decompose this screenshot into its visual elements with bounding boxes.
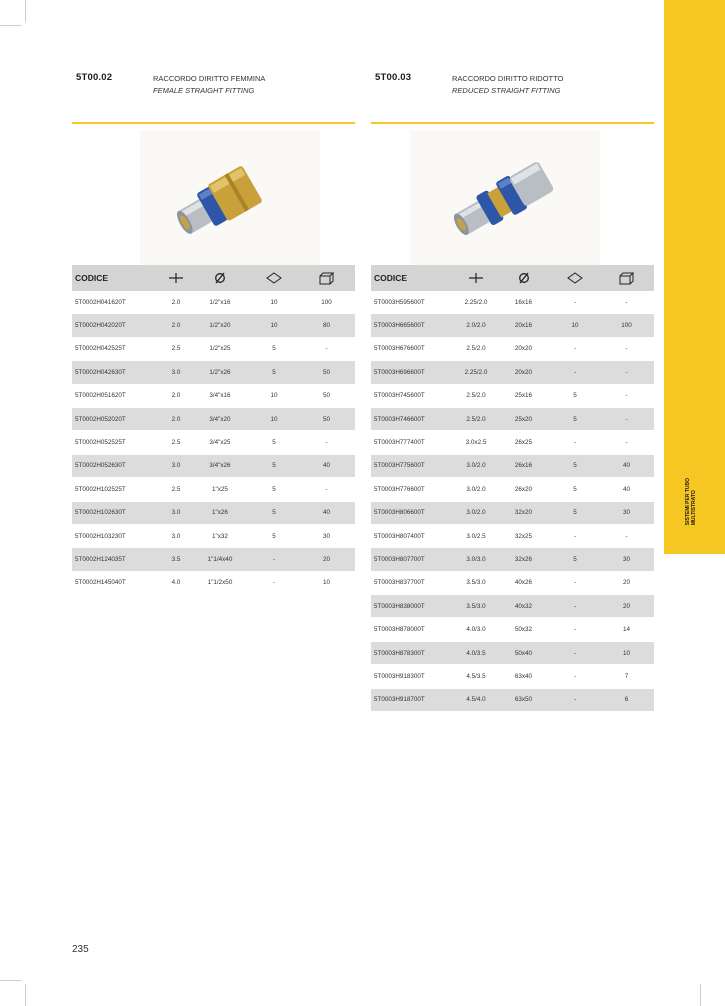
cell-pressure: 2.0 [162, 384, 190, 407]
cell-box-qty: - [551, 688, 599, 711]
cell-box-qty: 5 [250, 454, 298, 477]
cell-code: 5T0003H595600T [371, 291, 456, 314]
column-header-pressure [456, 265, 496, 291]
cell-size: 3/4"x16 [190, 384, 250, 407]
crop-mark [0, 25, 22, 26]
cell-carton-qty: 40 [298, 501, 355, 524]
table-row [371, 641, 654, 664]
cell-box-qty: 5 [551, 501, 599, 524]
product-table-left [72, 265, 355, 595]
title-italian: RACCORDO DIRITTO RIDOTTO [452, 74, 564, 83]
cell-pressure: 4.5/3.5 [456, 665, 496, 688]
table-row [371, 595, 654, 618]
cell-pressure: 2.0 [162, 407, 190, 430]
title-english: REDUCED STRAIGHT FITTING [452, 86, 561, 95]
cell-size: 26x20 [496, 478, 551, 501]
cell-size: 26x16 [496, 454, 551, 477]
pressure-icon [169, 272, 183, 284]
cell-code: 5T0002H052630T [72, 454, 162, 477]
diameter-icon [518, 272, 530, 284]
table-row [371, 571, 654, 594]
cell-box-qty: - [551, 337, 599, 360]
column-header-code: CODICE [371, 265, 456, 291]
cell-carton-qty: 30 [599, 501, 654, 524]
cell-box-qty: 5 [551, 548, 599, 571]
column-header-carton-quantity [298, 265, 355, 291]
cell-box-qty: - [551, 618, 599, 641]
cell-pressure: 3.5/3.0 [456, 571, 496, 594]
cell-size: 40x26 [496, 571, 551, 594]
yellow-divider [72, 122, 355, 124]
cell-pressure: 3.0/2.0 [456, 501, 496, 524]
table-row [72, 571, 355, 594]
cell-box-qty: - [551, 665, 599, 688]
table-row [371, 665, 654, 688]
cell-pressure: 3.0/3.0 [456, 548, 496, 571]
cell-code: 5T0002H042525T [72, 337, 162, 360]
cell-pressure: 3.0 [162, 361, 190, 384]
cell-pressure: 4.0/3.0 [456, 618, 496, 641]
side-tab-label [686, 478, 706, 525]
table-row [371, 688, 654, 711]
cell-code: 5T0003H838000T [371, 595, 456, 618]
cell-box-qty: 5 [551, 478, 599, 501]
cell-carton-qty: 6 [599, 688, 654, 711]
table-header [72, 265, 355, 291]
cell-size: 1"x26 [190, 501, 250, 524]
table-row [371, 524, 654, 547]
cell-pressure: 2.25/2.0 [456, 361, 496, 384]
cell-carton-qty: 7 [599, 665, 654, 688]
column-header-box-quantity [250, 265, 298, 291]
cell-box-qty: 10 [250, 384, 298, 407]
cell-size: 1/2"x16 [190, 291, 250, 314]
table-row [72, 501, 355, 524]
cell-carton-qty: 20 [599, 595, 654, 618]
table-row [371, 501, 654, 524]
cell-box-qty: - [551, 641, 599, 664]
cell-code: 5T0002H051620T [72, 384, 162, 407]
cell-carton-qty: 14 [599, 618, 654, 641]
cell-size: 32x25 [496, 524, 551, 547]
cell-carton-qty: - [599, 431, 654, 454]
cell-box-qty: - [250, 571, 298, 594]
cell-code: 5T0003H777400T [371, 431, 456, 454]
female-fitting-image [140, 130, 320, 265]
cell-box-qty: - [551, 524, 599, 547]
carton-qty-icon [319, 272, 335, 285]
table-row [72, 454, 355, 477]
cell-box-qty: 5 [250, 337, 298, 360]
cell-code: 5T0003H807400T [371, 524, 456, 547]
column-header-carton-quantity [599, 265, 654, 291]
cell-carton-qty: - [298, 478, 355, 501]
cell-box-qty: 5 [551, 407, 599, 430]
cell-box-qty: - [551, 595, 599, 618]
cell-code: 5T0003H696600T [371, 361, 456, 384]
cell-size: 1/2"x26 [190, 361, 250, 384]
cell-code: 5T0003H878300T [371, 641, 456, 664]
cell-size: 1"x25 [190, 478, 250, 501]
table-row [371, 361, 654, 384]
box-qty-icon [266, 272, 282, 284]
cell-carton-qty: 80 [298, 314, 355, 337]
cell-box-qty: 10 [250, 314, 298, 337]
table-row [72, 548, 355, 571]
title-english: FEMALE STRAIGHT FITTING [153, 86, 255, 95]
cell-size: 63x50 [496, 688, 551, 711]
cell-size: 16x16 [496, 291, 551, 314]
cell-code: 5T0003H837700T [371, 571, 456, 594]
column-header-box-quantity [551, 265, 599, 291]
cell-pressure: 2.5/2.0 [456, 407, 496, 430]
cell-carton-qty: 50 [298, 361, 355, 384]
cell-code: 5T0002H052525T [72, 431, 162, 454]
table-row [371, 384, 654, 407]
cell-size: 20x16 [496, 314, 551, 337]
table-row [72, 407, 355, 430]
table-row [371, 548, 654, 571]
cell-carton-qty: 100 [298, 291, 355, 314]
cell-carton-qty: - [298, 431, 355, 454]
cell-size: 3/4"x20 [190, 407, 250, 430]
cell-code: 5T0002H124035T [72, 548, 162, 571]
title-italian: RACCORDO DIRITTO FEMMINA [153, 74, 266, 83]
cell-box-qty: - [250, 548, 298, 571]
cell-pressure: 2.0 [162, 291, 190, 314]
table-row [72, 337, 355, 360]
cell-box-qty: 10 [250, 407, 298, 430]
cell-carton-qty: 100 [599, 314, 654, 337]
table-row [72, 478, 355, 501]
cell-pressure: 3.0 [162, 501, 190, 524]
cell-code: 5T0002H042630T [72, 361, 162, 384]
cell-size: 1"1/4x40 [190, 548, 250, 571]
section-desc-left [153, 73, 265, 97]
cell-code: 5T0003H676600T [371, 337, 456, 360]
cell-size: 63x40 [496, 665, 551, 688]
cell-size: 25x16 [496, 384, 551, 407]
cell-carton-qty: 40 [599, 454, 654, 477]
cell-code: 5T0003H806600T [371, 501, 456, 524]
crop-mark [25, 984, 26, 1006]
cell-size: 26x25 [496, 431, 551, 454]
cell-carton-qty: 40 [599, 478, 654, 501]
cell-size: 32x20 [496, 501, 551, 524]
cell-size: 3/4"x25 [190, 431, 250, 454]
cell-carton-qty: - [599, 361, 654, 384]
cell-carton-qty: 10 [599, 641, 654, 664]
cell-code: 5T0002H041620T [72, 291, 162, 314]
cell-code: 5T0002H052020T [72, 407, 162, 430]
cell-carton-qty: 30 [298, 524, 355, 547]
cell-code: 5T0002H102525T [72, 478, 162, 501]
table-row [371, 291, 654, 314]
reduced-fitting-image [410, 130, 600, 265]
cell-pressure: 2.5 [162, 431, 190, 454]
cell-code: 5T0002H042020T [72, 314, 162, 337]
cell-code: 5T0002H102630T [72, 501, 162, 524]
cell-carton-qty: - [599, 337, 654, 360]
cell-code: 5T0003H746600T [371, 407, 456, 430]
cell-box-qty: - [551, 291, 599, 314]
cell-code: 5T0003H776600T [371, 478, 456, 501]
column-header-diameter [496, 265, 551, 291]
diameter-icon [214, 272, 226, 284]
cell-size: 32x26 [496, 548, 551, 571]
cell-pressure: 3.5/3.0 [456, 595, 496, 618]
cell-box-qty: 5 [250, 524, 298, 547]
table-row [371, 337, 654, 360]
cell-box-qty: 5 [250, 501, 298, 524]
cell-pressure: 3.0x2.5 [456, 431, 496, 454]
cell-carton-qty: 20 [298, 548, 355, 571]
cell-box-qty: 5 [250, 361, 298, 384]
cell-size: 25x20 [496, 407, 551, 430]
table-row [72, 291, 355, 314]
cell-pressure: 3.0 [162, 454, 190, 477]
cell-pressure: 2.5/2.0 [456, 384, 496, 407]
cell-code: 5T0002H145040T [72, 571, 162, 594]
side-tab-line2: MULTISTRATO [690, 490, 697, 526]
cell-code: 5T0003H918300T [371, 665, 456, 688]
table-row [72, 524, 355, 547]
cell-pressure: 3.5 [162, 548, 190, 571]
cell-pressure: 3.0 [162, 524, 190, 547]
cell-carton-qty: 10 [298, 571, 355, 594]
table-row [72, 384, 355, 407]
box-qty-icon [567, 272, 583, 284]
cell-pressure: 4.0/3.5 [456, 641, 496, 664]
cell-pressure: 2.5 [162, 337, 190, 360]
section-code-left: 5T00.02 [76, 72, 113, 83]
table-row [72, 431, 355, 454]
column-header-diameter [190, 265, 250, 291]
cell-box-qty: - [551, 431, 599, 454]
cell-pressure: 2.5/2.0 [456, 337, 496, 360]
cell-carton-qty: - [599, 407, 654, 430]
cell-carton-qty: 40 [298, 454, 355, 477]
cell-box-qty: - [551, 571, 599, 594]
cell-box-qty: 5 [250, 478, 298, 501]
cell-box-qty: 5 [551, 384, 599, 407]
table-row [371, 618, 654, 641]
cell-box-qty: 10 [250, 291, 298, 314]
section-desc-right [452, 73, 563, 97]
cell-size: 1/2"x20 [190, 314, 250, 337]
cell-code: 5T0003H918700T [371, 688, 456, 711]
cell-carton-qty: 30 [599, 548, 654, 571]
crop-mark [0, 980, 22, 981]
cell-code: 5T0003H775600T [371, 454, 456, 477]
cell-pressure: 3.0/2.5 [456, 524, 496, 547]
cell-pressure: 2.5 [162, 478, 190, 501]
cell-carton-qty: - [298, 337, 355, 360]
section-code-right: 5T00.03 [375, 72, 412, 83]
crop-mark [25, 0, 26, 22]
cell-size: 20x20 [496, 361, 551, 384]
table-row [371, 314, 654, 337]
cell-size: 50x40 [496, 641, 551, 664]
cell-carton-qty: - [599, 524, 654, 547]
cell-size: 1/2"x25 [190, 337, 250, 360]
table-row [72, 361, 355, 384]
cell-pressure: 2.0/2.0 [456, 314, 496, 337]
column-header-pressure [162, 265, 190, 291]
column-header-code: CODICE [72, 265, 162, 291]
cell-pressure: 4.0 [162, 571, 190, 594]
cell-carton-qty: - [599, 291, 654, 314]
cell-code: 5T0003H745600T [371, 384, 456, 407]
yellow-divider [371, 122, 654, 124]
cell-code: 5T0003H665600T [371, 314, 456, 337]
cell-size: 1"x32 [190, 524, 250, 547]
cell-code: 5T0003H878000T [371, 618, 456, 641]
cell-size: 50x32 [496, 618, 551, 641]
cell-size: 1"1/2x50 [190, 571, 250, 594]
section-side-tab [664, 0, 725, 554]
cell-pressure: 3.0/2.0 [456, 478, 496, 501]
table-row [371, 454, 654, 477]
cell-size: 20x20 [496, 337, 551, 360]
cell-code: 5T0003H807700T [371, 548, 456, 571]
cell-pressure: 2.25/2.0 [456, 291, 496, 314]
cell-carton-qty: 50 [298, 384, 355, 407]
table-header [371, 265, 654, 291]
cell-pressure: 4.5/4.0 [456, 688, 496, 711]
side-tab-line1: SISTEMI PER TUBO [685, 478, 691, 526]
table-row [371, 478, 654, 501]
crop-mark [700, 984, 701, 1006]
cell-code: 5T0002H103230T [72, 524, 162, 547]
cell-size: 40x32 [496, 595, 551, 618]
table-row [371, 407, 654, 430]
cell-box-qty: - [551, 361, 599, 384]
cell-carton-qty: 20 [599, 571, 654, 594]
table-row [371, 431, 654, 454]
cell-box-qty: 10 [551, 314, 599, 337]
pressure-icon [469, 272, 483, 284]
table-row [72, 314, 355, 337]
cell-pressure: 3.0/2.0 [456, 454, 496, 477]
cell-size: 3/4"x26 [190, 454, 250, 477]
cell-pressure: 2.0 [162, 314, 190, 337]
cell-box-qty: 5 [250, 431, 298, 454]
cell-carton-qty: - [599, 384, 654, 407]
cell-box-qty: 5 [551, 454, 599, 477]
page-number: 235 [72, 944, 89, 955]
product-table-right [371, 265, 654, 712]
cell-carton-qty: 50 [298, 407, 355, 430]
carton-qty-icon [619, 272, 635, 285]
